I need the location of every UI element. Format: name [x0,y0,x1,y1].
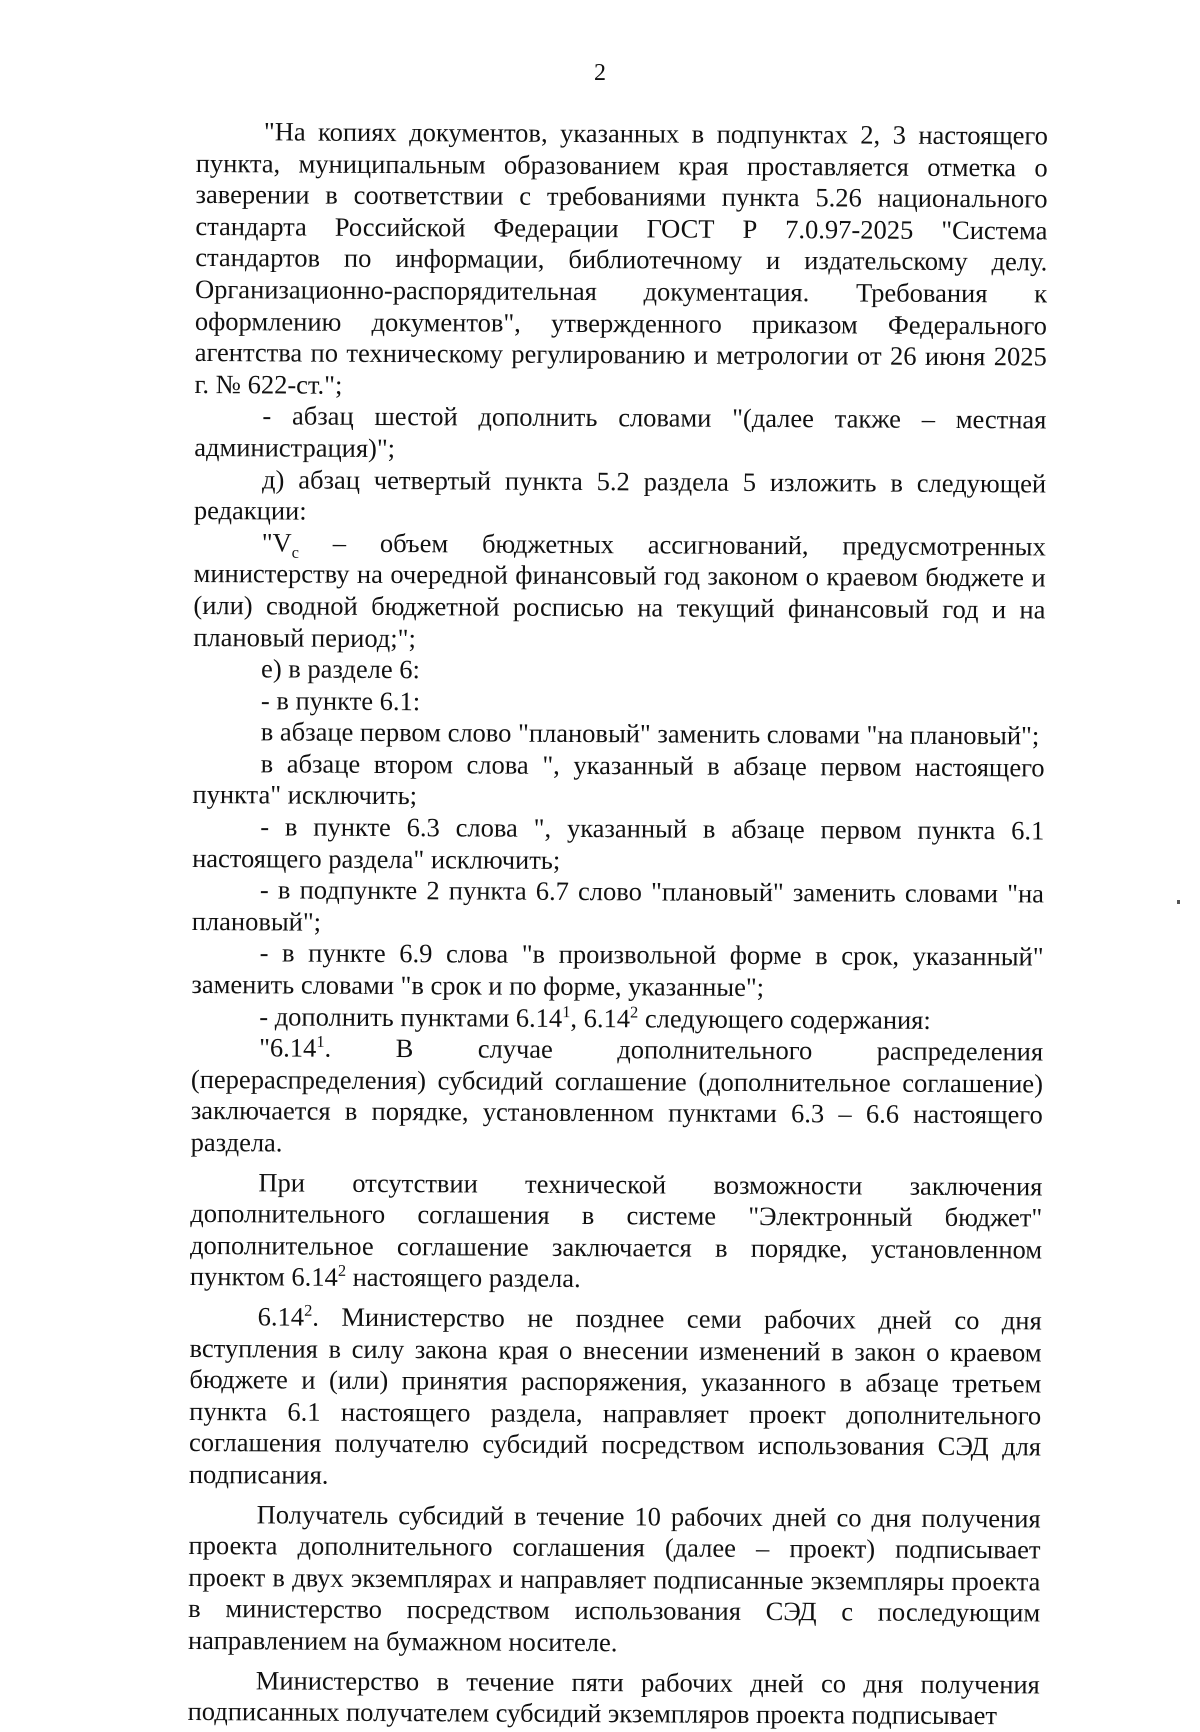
paragraph: е) в разделе 6: [261,653,421,685]
page-number: 2 [594,60,606,86]
paragraph: "6.14$^1$. В случае дополнительного распределения (перераспределения) субсидий соглашение (дополнительное соглашение) заключается в порядке, установленном пунктами 6.3 – 6.6 настоящего раздела. [190,1032,1044,1158]
paragraph: в абзаце первом слово "плановый" заменить словами "на плановый"; [260,716,1040,751]
paragraph: - в пункте 6.1: [260,685,421,716]
paragraph: д) абзац четвертый пункта 5.2 раздела 5 изложить в следующей редакции: [193,463,1047,526]
paragraph: - дополнить пунктами 6.14$^1$, 6.14$^2$ следующего содержания: [259,1000,931,1035]
paragraph: Министерство в течение пяти рабочих дней со дня получения подписанных получателем субсидий экземпляров проекта подписывает [187,1664,1040,1731]
paragraph: 6.14$^2$. Министерство не позднее семи рабочих дней со дня вступления в силу закона края о внесении изменений в закон о краевом бюджете и (или) принятия распоряжения, указанного в абзаце третьем пункта 6.1 настоящего раздела, направляет проект дополнительного соглашения получателю субсидий посредством использования СЭД для подписания. [188,1300,1042,1490]
paragraph: "$V_с$ – объем бюджетных ассигнований, предусмотренных министерству на очередной финансовый год законом о краевом бюджете и (или) сводной бюджетной росписью на текущий финансовый год и на плановый период;"; [193,527,1046,653]
document-body [188,116,1048,1732]
paragraph: - в пункте 6.9 слова "в произвольной форме в срок, указанный" заменить словами "в срок и по форме, указанные"; [191,937,1044,1003]
paragraph: Получатель субсидий в течение 10 рабочих дней со дня получения проекта дополнительного соглашения (далее – проект) подписывает проект в двух экземплярах и направляет подписанные экземпляры проекта в министерство посредством использования СЭД с последующим направлением на бумажном носителе. [187,1498,1041,1658]
paragraph: - в пункте 6.3 слова ", указанный в абзаце первом пункта 6.1 настоящего раздела" исключить; [192,811,1045,875]
paragraph: в абзаце втором слова ", указанный в абзаце первом настоящего пункта" исключить; [192,748,1045,811]
paragraph: - в подпункте 2 пункта 6.7 слово "плановый" заменить словами "на плановый"; [191,874,1045,937]
paragraph: При отсутствии технической возможности заключения дополнительного соглашения в системе "Электронный бюджет" дополнительное соглашение заключается в порядке, установленном пунктом 6.14$^2$ настоящего раздела. [189,1166,1043,1294]
paragraph: "На копиях документов, указанных в подпунктах 2, 3 настоящего пункта, муниципальным образованием края проставляется отметка о заверении в соответствии с требованиями пункта 5.26 национального стандарта Российской Федерации ГОСТ Р 7.0.97-2025 "Система стандартов по информации, библиотечному и издательскому делу. Организационно-распорядительная документация. Требования к оформлению документов", утвержденного приказом Федерального агентства по техническому регулированию и метрологии от 26 июня 2025 г. № 622-ст."; [194,116,1048,400]
paragraph: - абзац шестой дополнить словами "(далее также – местная администрация)"; [194,400,1047,463]
scan-speck [1177,900,1180,904]
